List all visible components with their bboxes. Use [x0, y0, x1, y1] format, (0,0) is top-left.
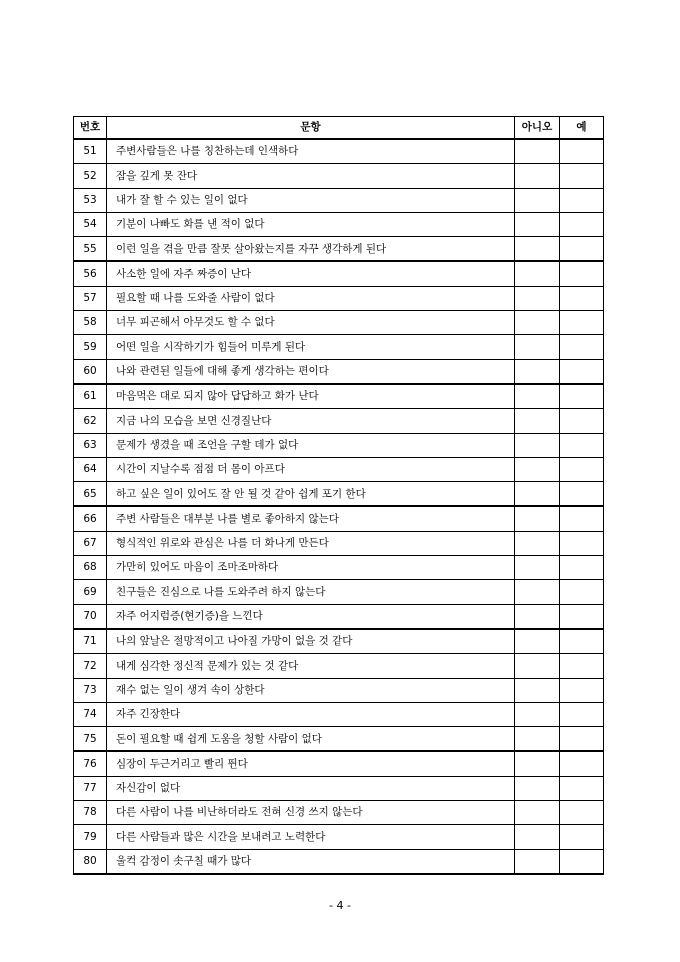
question-text: 다른 사람들과 많은 시간을 보내려고 노력한다 — [107, 825, 515, 849]
table-row — [74, 311, 604, 335]
table-row — [74, 335, 604, 359]
answer-no-cell[interactable] — [515, 359, 560, 384]
question-text: 내게 심각한 정신적 문제가 있는 것 같다 — [107, 654, 515, 678]
answer-no-cell[interactable] — [515, 727, 560, 752]
answer-no-cell[interactable] — [515, 776, 560, 800]
question-text: 친구들은 진심으로 나를 도와주려 하지 않는다 — [107, 580, 515, 604]
table-row — [74, 531, 604, 555]
table-row — [74, 604, 604, 629]
answer-yes-cell[interactable] — [560, 237, 604, 262]
answer-no-cell[interactable] — [515, 482, 560, 507]
question-number: 51 — [74, 139, 107, 164]
answer-no-cell[interactable] — [515, 654, 560, 678]
table-row — [74, 751, 604, 776]
answer-no-cell[interactable] — [515, 580, 560, 604]
answer-no-cell[interactable] — [515, 629, 560, 654]
question-number: 54 — [74, 212, 107, 236]
header-row — [74, 117, 604, 140]
question-number: 63 — [74, 433, 107, 457]
answer-no-cell[interactable] — [515, 849, 560, 874]
question-number: 68 — [74, 556, 107, 580]
answer-yes-cell[interactable] — [560, 506, 604, 531]
header-no: 아니오 — [515, 117, 560, 140]
table-row — [74, 801, 604, 825]
table-row — [74, 261, 604, 286]
question-number: 73 — [74, 678, 107, 702]
answer-yes-cell[interactable] — [560, 654, 604, 678]
answer-yes-cell[interactable] — [560, 604, 604, 629]
answer-no-cell[interactable] — [515, 335, 560, 359]
table-row — [74, 654, 604, 678]
answer-yes-cell[interactable] — [560, 311, 604, 335]
answer-no-cell[interactable] — [515, 433, 560, 457]
answer-no-cell[interactable] — [515, 556, 560, 580]
question-number: 55 — [74, 237, 107, 262]
question-text: 돈이 필요할 때 쉽게 도움을 청할 사람이 없다 — [107, 727, 515, 752]
header-number: 번호 — [74, 117, 107, 140]
question-text: 마음먹은 대로 되지 않아 답답하고 화가 난다 — [107, 384, 515, 409]
question-number: 56 — [74, 261, 107, 286]
question-text: 다른 사람이 나를 비난하더라도 전혀 신경 쓰지 않는다 — [107, 801, 515, 825]
question-text: 어떤 일을 시작하기가 힘들어 미루게 된다 — [107, 335, 515, 359]
question-text: 심장이 두근거리고 빨리 뛴다 — [107, 751, 515, 776]
answer-no-cell[interactable] — [515, 311, 560, 335]
answer-no-cell[interactable] — [515, 531, 560, 555]
question-number: 61 — [74, 384, 107, 409]
answer-yes-cell[interactable] — [560, 433, 604, 457]
question-number: 59 — [74, 335, 107, 359]
answer-yes-cell[interactable] — [560, 409, 604, 433]
question-text: 주변 사람들은 대부분 나를 별로 좋아하지 않는다 — [107, 506, 515, 531]
question-number: 80 — [74, 849, 107, 874]
question-text: 지금 나의 모습을 보면 신경질난다 — [107, 409, 515, 433]
question-text: 이런 일을 겪을 만큼 잘못 살아왔는지를 자꾸 생각하게 된다 — [107, 237, 515, 262]
answer-no-cell[interactable] — [515, 506, 560, 531]
header-yes: 예 — [560, 117, 604, 140]
answer-no-cell[interactable] — [515, 286, 560, 310]
answer-no-cell[interactable] — [515, 139, 560, 164]
table-row — [74, 237, 604, 262]
answer-no-cell[interactable] — [515, 409, 560, 433]
question-text: 너무 피곤해서 아무것도 할 수 없다 — [107, 311, 515, 335]
answer-yes-cell[interactable] — [560, 531, 604, 555]
answer-no-cell[interactable] — [515, 164, 560, 188]
question-text: 시간이 지날수록 점점 더 몸이 아프다 — [107, 457, 515, 481]
table-row — [74, 188, 604, 212]
table-row — [74, 359, 604, 384]
answer-yes-cell[interactable] — [560, 359, 604, 384]
question-number: 78 — [74, 801, 107, 825]
table-row — [74, 212, 604, 236]
table-row — [74, 409, 604, 433]
table-row — [74, 629, 604, 654]
answer-no-cell[interactable] — [515, 188, 560, 212]
question-text: 나와 관련된 일들에 대해 좋게 생각하는 편이다 — [107, 359, 515, 384]
question-number: 57 — [74, 286, 107, 310]
question-text: 문제가 생겼을 때 조언을 구할 데가 없다 — [107, 433, 515, 457]
answer-yes-cell[interactable] — [560, 849, 604, 874]
question-text: 기분이 나빠도 화를 낸 적이 없다 — [107, 212, 515, 236]
answer-no-cell[interactable] — [515, 801, 560, 825]
question-number: 75 — [74, 727, 107, 752]
table-row — [74, 678, 604, 702]
question-number: 70 — [74, 604, 107, 629]
answer-no-cell[interactable] — [515, 604, 560, 629]
answer-no-cell[interactable] — [515, 678, 560, 702]
question-number: 74 — [74, 702, 107, 726]
answer-yes-cell[interactable] — [560, 335, 604, 359]
table-row — [74, 457, 604, 481]
table-row — [74, 139, 604, 164]
question-number: 64 — [74, 457, 107, 481]
header-question: 문항 — [107, 117, 515, 140]
answer-yes-cell[interactable] — [560, 825, 604, 849]
question-text: 가만히 있어도 마음이 조마조마하다 — [107, 556, 515, 580]
answer-yes-cell[interactable] — [560, 457, 604, 481]
table-row — [74, 433, 604, 457]
table-row — [74, 776, 604, 800]
table-row — [74, 482, 604, 507]
answer-yes-cell[interactable] — [560, 678, 604, 702]
question-number: 52 — [74, 164, 107, 188]
table-row — [74, 849, 604, 874]
table-row — [74, 384, 604, 409]
question-number: 77 — [74, 776, 107, 800]
question-text: 사소한 일에 자주 짜증이 난다 — [107, 261, 515, 286]
table-row — [74, 506, 604, 531]
question-text: 형식적인 위로와 관심은 나를 더 화나게 만든다 — [107, 531, 515, 555]
table-row — [74, 286, 604, 310]
questionnaire-table — [73, 116, 604, 875]
table-row — [74, 164, 604, 188]
answer-yes-cell[interactable] — [560, 212, 604, 236]
question-text: 자주 어지럼증(현기증)을 느낀다 — [107, 604, 515, 629]
answer-yes-cell[interactable] — [560, 188, 604, 212]
answer-no-cell[interactable] — [515, 384, 560, 409]
question-number: 72 — [74, 654, 107, 678]
page-number: - 4 - — [329, 899, 351, 912]
answer-yes-cell[interactable] — [560, 580, 604, 604]
answer-yes-cell[interactable] — [560, 261, 604, 286]
answer-yes-cell[interactable] — [560, 482, 604, 507]
answer-yes-cell[interactable] — [560, 727, 604, 752]
question-text: 주변사람들은 나를 칭찬하는데 인색하다 — [107, 139, 515, 164]
table-row — [74, 580, 604, 604]
answer-yes-cell[interactable] — [560, 286, 604, 310]
question-number: 76 — [74, 751, 107, 776]
question-number: 62 — [74, 409, 107, 433]
answer-no-cell[interactable] — [515, 751, 560, 776]
question-text: 울컥 감정이 솟구칠 때가 많다 — [107, 849, 515, 874]
question-text: 필요할 때 나를 도와줄 사람이 없다 — [107, 286, 515, 310]
table-row — [74, 825, 604, 849]
table-row — [74, 727, 604, 752]
answer-yes-cell[interactable] — [560, 776, 604, 800]
table-row — [74, 556, 604, 580]
answer-yes-cell[interactable] — [560, 702, 604, 726]
table-row — [74, 702, 604, 726]
question-number: 71 — [74, 629, 107, 654]
question-text: 내가 잘 할 수 있는 일이 없다 — [107, 188, 515, 212]
answer-no-cell[interactable] — [515, 261, 560, 286]
question-number: 69 — [74, 580, 107, 604]
answer-yes-cell[interactable] — [560, 139, 604, 164]
question-text: 잠을 깊게 못 잔다 — [107, 164, 515, 188]
question-text: 하고 싶은 일이 있어도 잘 안 될 것 같아 쉽게 포기 한다 — [107, 482, 515, 507]
answer-no-cell[interactable] — [515, 825, 560, 849]
answer-no-cell[interactable] — [515, 237, 560, 262]
answer-no-cell[interactable] — [515, 457, 560, 481]
question-text: 재수 없는 일이 생겨 속이 상한다 — [107, 678, 515, 702]
question-number: 60 — [74, 359, 107, 384]
question-number: 65 — [74, 482, 107, 507]
answer-no-cell[interactable] — [515, 212, 560, 236]
question-text: 자주 긴장한다 — [107, 702, 515, 726]
answer-yes-cell[interactable] — [560, 629, 604, 654]
question-number: 67 — [74, 531, 107, 555]
question-number: 53 — [74, 188, 107, 212]
question-number: 79 — [74, 825, 107, 849]
answer-no-cell[interactable] — [515, 702, 560, 726]
question-number: 58 — [74, 311, 107, 335]
question-text: 나의 앞날은 절망적이고 나아질 가망이 없을 것 같다 — [107, 629, 515, 654]
answer-yes-cell[interactable] — [560, 751, 604, 776]
answer-yes-cell[interactable] — [560, 164, 604, 188]
answer-yes-cell[interactable] — [560, 384, 604, 409]
answer-yes-cell[interactable] — [560, 801, 604, 825]
question-number: 66 — [74, 506, 107, 531]
answer-yes-cell[interactable] — [560, 556, 604, 580]
question-text: 자신감이 없다 — [107, 776, 515, 800]
